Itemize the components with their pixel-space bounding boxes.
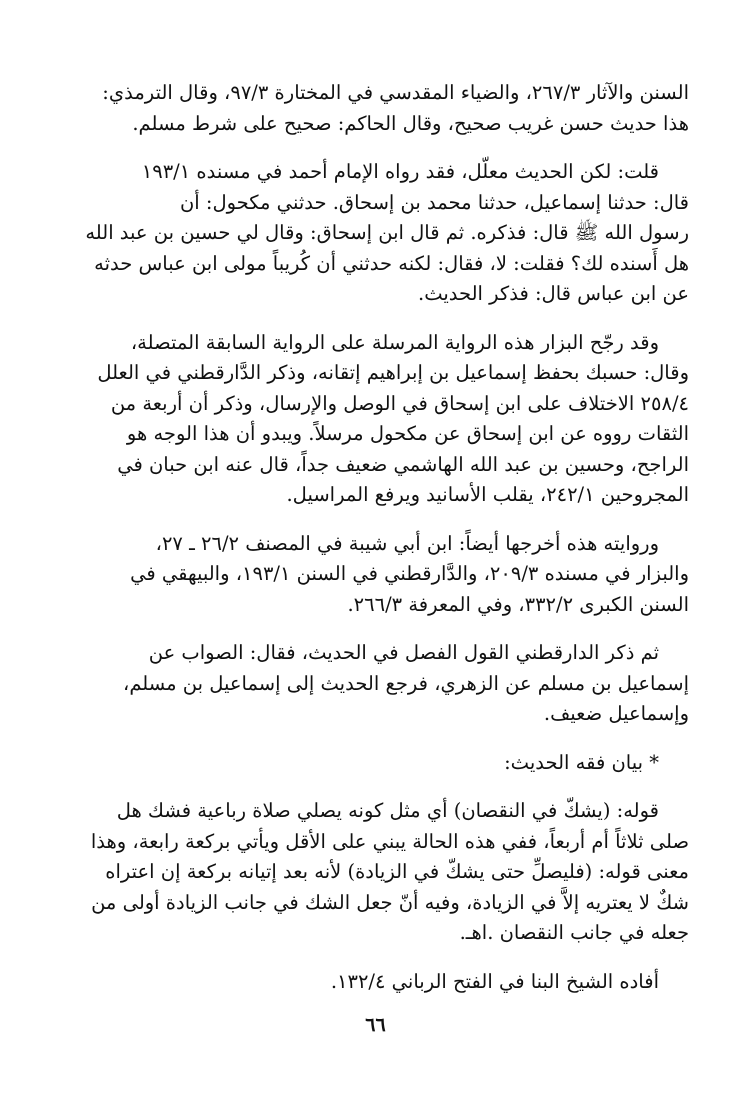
section-heading: * بيان فقه الحديث: [504, 750, 659, 774]
paragraph-riwaya [60, 529, 689, 621]
text-line: والبزار في مسنده ٢٠٩/٣، والدَّارقطني في السنن ١٩٣/١، والبيهقي في [130, 562, 689, 585]
text-line: شكٌ لا يعتريه إلاَّ في الزيادة، وفيه أنّ جعل الشك في جانب الزيادة أولى من [91, 890, 689, 914]
text-line: الراجح، وحسين بن عبد الله الهاشمي ضعيف جداً، قال عنه ابن حبان في [117, 452, 689, 476]
text-line: هل أَسنده لك؟ فقلت: لا، فقال: لكنه حدثني أن كُريباً مولى ابن عباس حدثه [94, 251, 689, 275]
text-line: جعله في جانب النقصان .اهـ. [459, 921, 689, 944]
text-line: الثقات رووه عن ابن إسحاق عن مكحول مرسلاً. ويبدو أن هذا الوجه هو [126, 422, 689, 445]
text-line: وقد رجّح البزار هذه الرواية المرسلة على الرواية السابقة المتصلة، [130, 330, 659, 354]
text-line: السنن والآثار ٢٦٧/٣، والضياء المقدسي في المختارة ٩٧/٣، وقال الترمذي: [102, 81, 689, 104]
text-line: عن ابن عباس قال: فذكر الحديث. [418, 282, 689, 305]
paragraph-bazzar [60, 328, 689, 511]
text-line: السنن الكبرى ٣٣٢/٢، وفي المعرفة ٢٦٦/٣. [347, 592, 689, 616]
text-line: معنى قوله: (فليصلِّ حتى يشكّ في الزيادة) لأنه بعد إتيانه بركعة إن اعتراه [105, 860, 689, 883]
page-number: ٦٦ [365, 1014, 386, 1036]
paragraph-takhrij [60, 78, 689, 139]
text-line: صلى ثلاثاً أم أربعاً، ففي هذه الحالة يبني على الأقل ويأتي بركعة رابعة، وهذا [90, 829, 689, 853]
paragraph-illa [60, 157, 689, 310]
paragraph-daraqutni [60, 638, 689, 730]
text-line: إسماعيل بن مسلم عن الزهري، فرجع الحديث إلى إسماعيل بن مسلم، [123, 671, 689, 695]
source-note: أفاده الشيخ البنا في الفتح الرباني ١٣٢/٤. [330, 969, 659, 993]
text-line: قلت: لكن الحديث معلّل، فقد رواه الإمام أحمد في مسنده ١٩٣/١ [141, 160, 659, 183]
text-line: المجروحين ٢٤٢/١، يقلب الأسانيد ويرفع المراسيل. [286, 483, 689, 506]
text-line: وإسماعيل ضعيف. [543, 702, 689, 725]
text-line: قال: حدثنا إسماعيل، حدثنا محمد بن إسحاق. حدثني مكحول: أن [179, 190, 689, 214]
text-line: وروايته هذه أخرجها أيضاً: ابن أبي شيبة في المصنف ٢٦/٢ ـ ٢٧، [155, 531, 659, 555]
text-line: وقال: حسبك بحفظ إسماعيل بن إبراهيم إتقانه، وذكر الدَّارقطني في العلل [97, 361, 689, 384]
paragraph-fiqh [60, 796, 689, 949]
text-line: ثم ذكر الدارقطني القول الفصل في الحديث، فقال: الصواب عن [148, 641, 659, 664]
text-line: ٢٥٨/٤ الاختلاف على ابن إسحاق في الوصل والإرسال، وذكر أن أربعة من [110, 391, 689, 415]
text-line: هذا حديث حسن غريب صحيح، وقال الحاكم: صحيح على شرط مسلم. [132, 111, 689, 135]
text-line: رسول الله ﷺ قال: فذكره. ثم قال ابن إسحاق: وقال لي حسين بن عبد الله [85, 221, 689, 244]
text-line: قوله: (يشكّ في النقصان) أي مثل كونه يصلي صلاة رباعية فشك هل [116, 799, 659, 822]
